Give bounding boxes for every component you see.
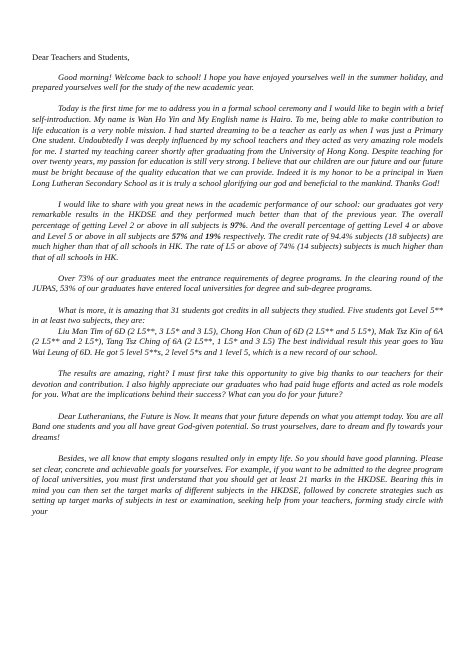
paragraph-thanks: The results are amazing, right? I must first take this opportunity to give big thanks to our teachers for their devotion and contribution. I also highly appreciate our graduates who had paid huge efforts and acted as role models for you. What are the implications behind their success? What can you do for your future? (32, 368, 443, 400)
level4-rate: 57% (171, 230, 188, 241)
results-text-c: . And the overall percentage of getting Level 4 or above and Level 5 or above in all subjects are (32, 219, 443, 241)
paragraph-degree-entrance: Over 73% of our graduates meet the entrance requirements of degree programs. In the clearing round of the JUPAS, 53% of our graduates have entered local universities for degree and sub-degree programs. (32, 272, 443, 294)
letter-page (32, 52, 443, 527)
results-text-a: I would like to share with you great news in the academic performance of our school: our graduates got very remarkable results in the HKDSE and they performed much better than that of the previous year. The overall percentage of getting Level 2 or above in all subjects is (32, 198, 443, 230)
top-students-names: Liu Man Tim of 6D (2 L5**, 3 L5* and 3 L5), Chong Hon Chun of 6D (2 L5** and 5 L5*), Mak Tsz Kin of 6A (2 L5** and 2 L5*), Tang Tsz Ching of 6A (2 L5**, 1 L5* and 3 L5) The best individual result this year goes to Yau Wai Leung of 6D. He got 5 level 5**s, 2 level 5*s and 1 level 5, which is a new record of our school. (32, 325, 443, 358)
level2-rate: 97% (230, 219, 246, 230)
top-students-intro: What is more, it is amazing that 31 students got credits in all subjects they studied. Five students got Level 5** in at least two subjects, they are: (32, 304, 443, 326)
results-text-d: and (187, 230, 206, 241)
results-text-e: respectively. The credit rate of 94.4% subjects (18 subjects) are much higher than that of all schools in HK. The rate of L5 or above of 74% (14 subjects) subjects is much higher than that of all schools in HK. (32, 230, 444, 262)
paragraph-top-students (32, 305, 443, 358)
level5-rate: 19% (205, 230, 221, 241)
paragraph-planning: Besides, we all know that empty slogans resulted only in empty life. So you should have good planning. Please set clear, concrete and achievable goals for yourselves. For example, if you want to be admitted to the degree program of local universities, you must first understand that you should get at least 21 marks in the HKDSE. Bearing this in mind you can then set the target marks of different subjects in the HKDSE, followed by concrete strategies such as setting up target marks of subjects in test or examination, seeking help from your teachers, forming study circle with your (32, 452, 443, 516)
paragraph-future-is-now: Dear Lutheranians, the Future is Now. It means that your future depends on what you attempt today. You are all Band one students and you all have great God-given potential. So trust yourselves, dare to dream and fly towards your dreams! (32, 410, 443, 442)
salutation: Dear Teachers and Students, (32, 52, 130, 62)
paragraph-welcome: Good morning! Welcome back to school! I hope you have enjoyed yourselves well in the summer holiday, and prepared yourselves well for the study of the new academic year. (32, 71, 443, 93)
paragraph-academic-results (32, 199, 443, 263)
paragraph-self-introduction: Today is the first time for me to address you in a formal school ceremony and I would like to begin with a brief self-introduction. My name is Wan Ho Yin and My English name is Hairo. To me, being able to make contribution to life education is a very noble mission. I had started dreaming to be a teacher as early as when I was just a Primary One student. Undoubtedly I was deeply influenced by my school teachers and they acted as very amazing role models for me. I started my teaching career shortly after graduating from the University of Hong Kong. Despite teaching for over twenty years, my passion for education is still very strong. I believe that our children are our future and our future must be bright because of the quality education that we can provide. Indeed it is my honor to be a principal in Yuen Long Lutheran Secondary School as it is truly a school glorifying our god and beneficial to the mankind. Thanks God! (32, 103, 443, 188)
